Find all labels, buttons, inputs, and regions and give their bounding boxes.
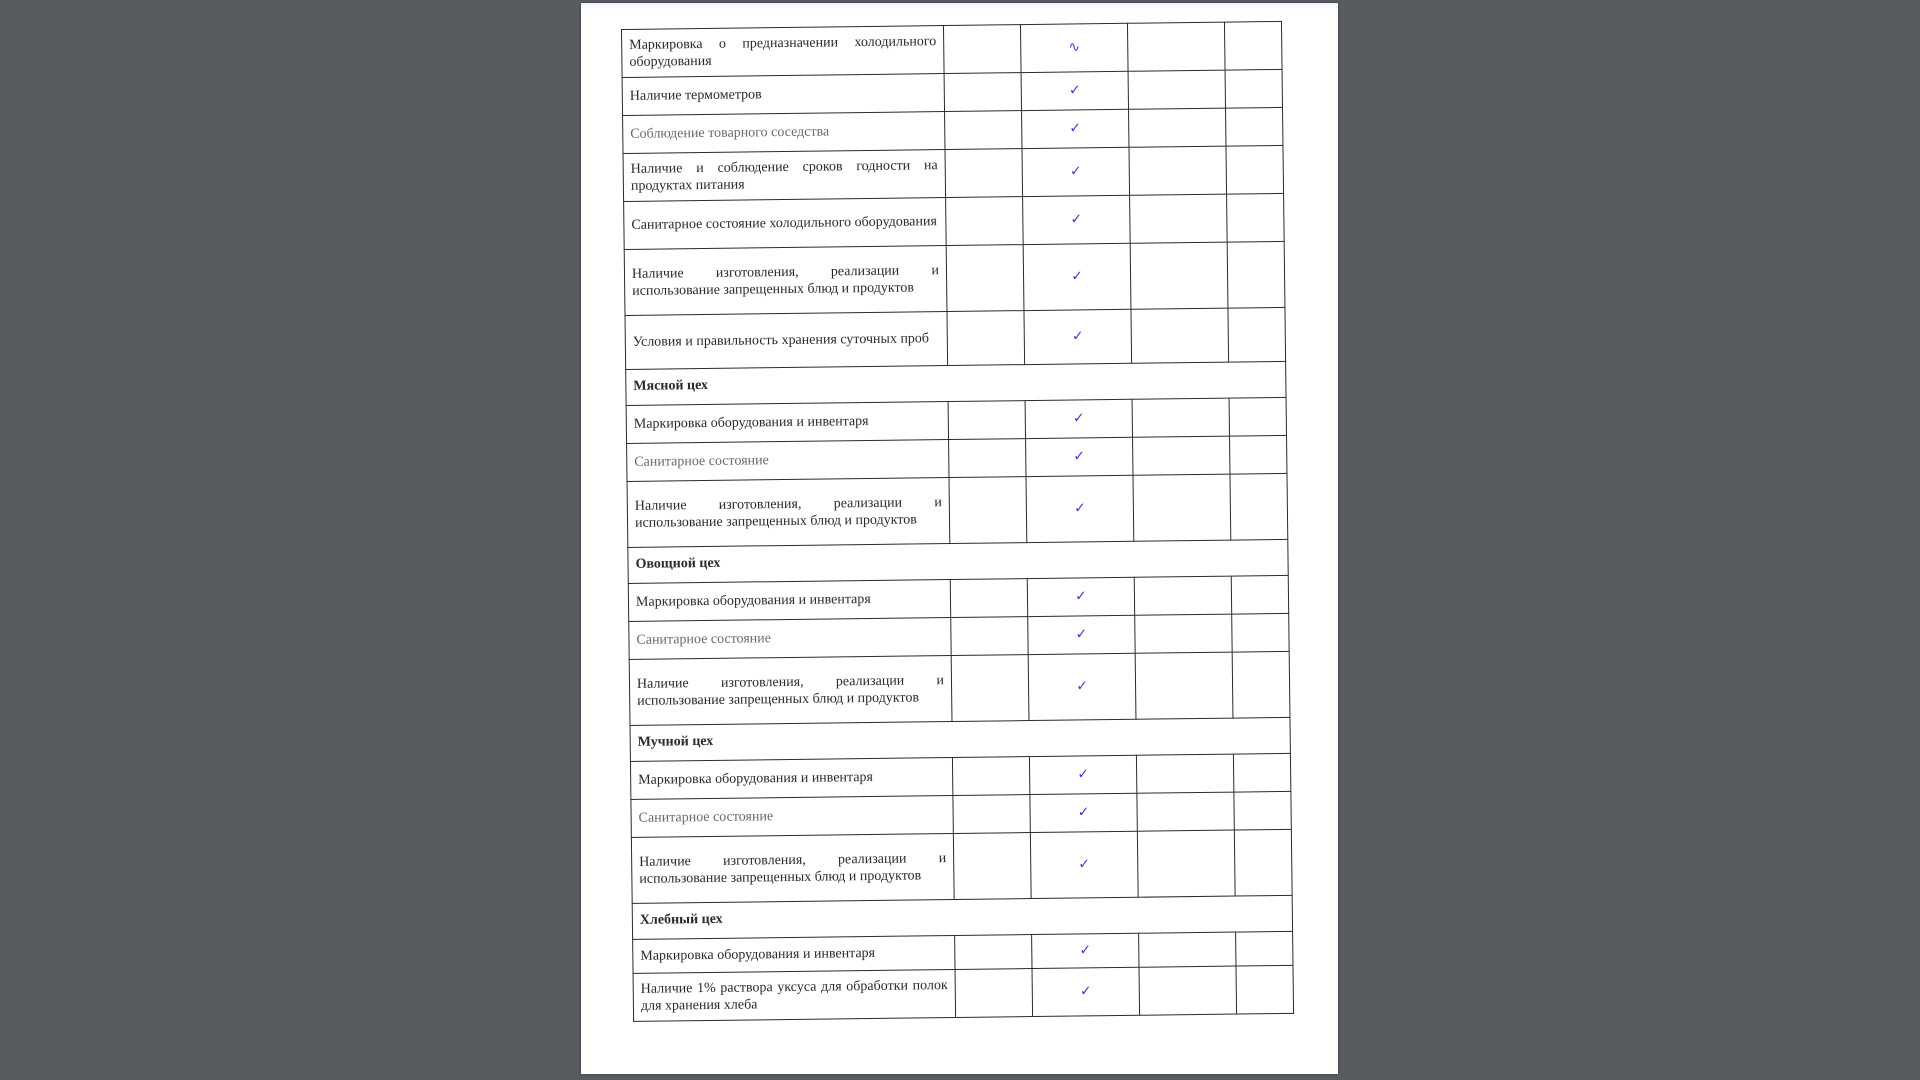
check-mark: ✓ [1030, 831, 1138, 898]
empty-cell [1129, 146, 1227, 195]
row-label: Наличие изготовления, реализации и использование запрещенных блюд и продуктов [629, 656, 952, 726]
empty-cell [1130, 194, 1228, 243]
table-row [627, 473, 1288, 547]
empty-cell [946, 197, 1024, 246]
table-row [633, 965, 1294, 1021]
empty-cell [1224, 21, 1282, 70]
empty-cell [948, 401, 1025, 440]
empty-cell [1236, 931, 1293, 966]
empty-cell [943, 25, 1021, 74]
empty-cell [1139, 932, 1236, 967]
empty-cell [1128, 70, 1225, 109]
empty-cell [1133, 474, 1231, 541]
empty-cell [1232, 651, 1290, 718]
empty-cell [1227, 241, 1285, 308]
empty-cell [950, 579, 1027, 618]
empty-cell [1233, 753, 1290, 792]
table-row [631, 829, 1292, 903]
empty-cell [1137, 792, 1234, 831]
empty-cell [1231, 575, 1288, 614]
empty-cell [1227, 193, 1285, 242]
row-label: Маркировка оборудования и инвентаря [626, 402, 948, 444]
empty-cell [1136, 754, 1233, 793]
check-mark: ✓ [1022, 109, 1129, 148]
check-mark: ✓ [1032, 933, 1139, 968]
empty-cell [1230, 473, 1288, 540]
section-title: Овощной цех [628, 539, 1288, 583]
table-row [625, 307, 1286, 369]
empty-cell [947, 311, 1025, 366]
empty-cell [1129, 108, 1226, 147]
row-label: Маркировка оборудования и инвентаря [633, 935, 955, 973]
row-label: Санитарное состояние холодильного оборудования [624, 198, 947, 250]
empty-cell [1127, 22, 1225, 71]
check-mark: ✓ [1025, 399, 1132, 438]
document-page [581, 3, 1338, 1074]
empty-cell [1135, 614, 1232, 653]
row-label: Наличие термометров [622, 74, 944, 116]
empty-cell [1130, 242, 1228, 309]
row-label: Условия и правильность хранения суточных проб [625, 312, 948, 370]
check-mark: ✓ [1026, 437, 1133, 476]
row-label: Наличие изготовления, реализации и использование запрещенных блюд и продуктов [631, 833, 954, 903]
table-row [624, 241, 1285, 315]
check-mark: ✓ [1032, 967, 1140, 1016]
empty-cell [1234, 791, 1291, 830]
empty-cell [1236, 965, 1294, 1014]
row-label: Наличие 1% раствора уксуса для обработки полок для хранения хлеба [633, 969, 956, 1021]
table-row [624, 193, 1285, 249]
empty-cell [945, 111, 1022, 150]
empty-cell [1226, 145, 1284, 194]
empty-cell [1229, 397, 1286, 436]
empty-cell [949, 439, 1026, 478]
empty-cell [1234, 829, 1292, 896]
check-mark: ✓ [1027, 577, 1134, 616]
empty-cell [955, 935, 1032, 970]
empty-cell [1134, 576, 1231, 615]
empty-cell [951, 617, 1028, 656]
empty-cell [1232, 613, 1289, 652]
check-mark: ✓ [1028, 653, 1136, 720]
check-mark: ✓ [1024, 309, 1132, 364]
check-mark: ✓ [1029, 755, 1136, 794]
row-label: Санитарное состояние [629, 618, 951, 660]
check-mark: ✓ [1026, 475, 1134, 542]
table-row [629, 651, 1290, 725]
check-mark: ✓ [1023, 195, 1131, 244]
table-row [623, 145, 1284, 201]
section-title: Хлебный цех [632, 895, 1292, 939]
empty-cell [944, 73, 1021, 112]
section-title: Мясной цех [626, 361, 1286, 405]
empty-cell [1230, 435, 1287, 474]
row-label: Соблюдение товарного соседства [623, 112, 945, 154]
check-mark: ✓ [1023, 243, 1131, 310]
empty-cell [951, 655, 1029, 722]
row-label: Санитарное состояние [627, 440, 949, 482]
empty-cell [1225, 69, 1282, 108]
section-title: Мучной цех [630, 717, 1290, 761]
checklist-sheet [621, 21, 1293, 1022]
empty-cell [949, 477, 1027, 544]
empty-cell [952, 757, 1029, 796]
row-label: Санитарное состояние [631, 796, 953, 838]
table-row [622, 21, 1283, 77]
empty-cell [955, 969, 1033, 1018]
empty-cell [1137, 830, 1235, 897]
check-mark: ✓ [1022, 147, 1130, 196]
empty-cell [953, 795, 1030, 834]
row-label: Маркировка оборудования и инвентаря [630, 758, 952, 800]
empty-cell [1226, 107, 1283, 146]
check-mark: ✓ [1028, 615, 1135, 654]
row-label: Маркировка оборудования и инвентаря [628, 580, 950, 622]
empty-cell [946, 245, 1024, 312]
row-label: Наличие изготовления, реализации и использование запрещенных блюд и продуктов [624, 246, 947, 316]
check-mark: ✓ [1021, 71, 1128, 110]
empty-cell [945, 149, 1023, 198]
empty-cell [1228, 307, 1286, 362]
empty-cell [1132, 398, 1229, 437]
empty-cell [953, 833, 1031, 900]
row-label: Наличие изготовления, реализации и использование запрещенных блюд и продуктов [627, 478, 950, 548]
row-label: Наличие и соблюдение сроков годности на продуктах питания [623, 150, 946, 202]
empty-cell [1133, 436, 1230, 475]
checklist-table [621, 21, 1294, 1022]
row-label: Маркировка о предназначении холодильного оборудования [622, 26, 945, 78]
empty-cell [1135, 652, 1233, 719]
check-mark: ∿ [1020, 23, 1128, 72]
empty-cell [1139, 966, 1237, 1015]
check-mark: ✓ [1030, 793, 1137, 832]
empty-cell [1131, 308, 1229, 363]
